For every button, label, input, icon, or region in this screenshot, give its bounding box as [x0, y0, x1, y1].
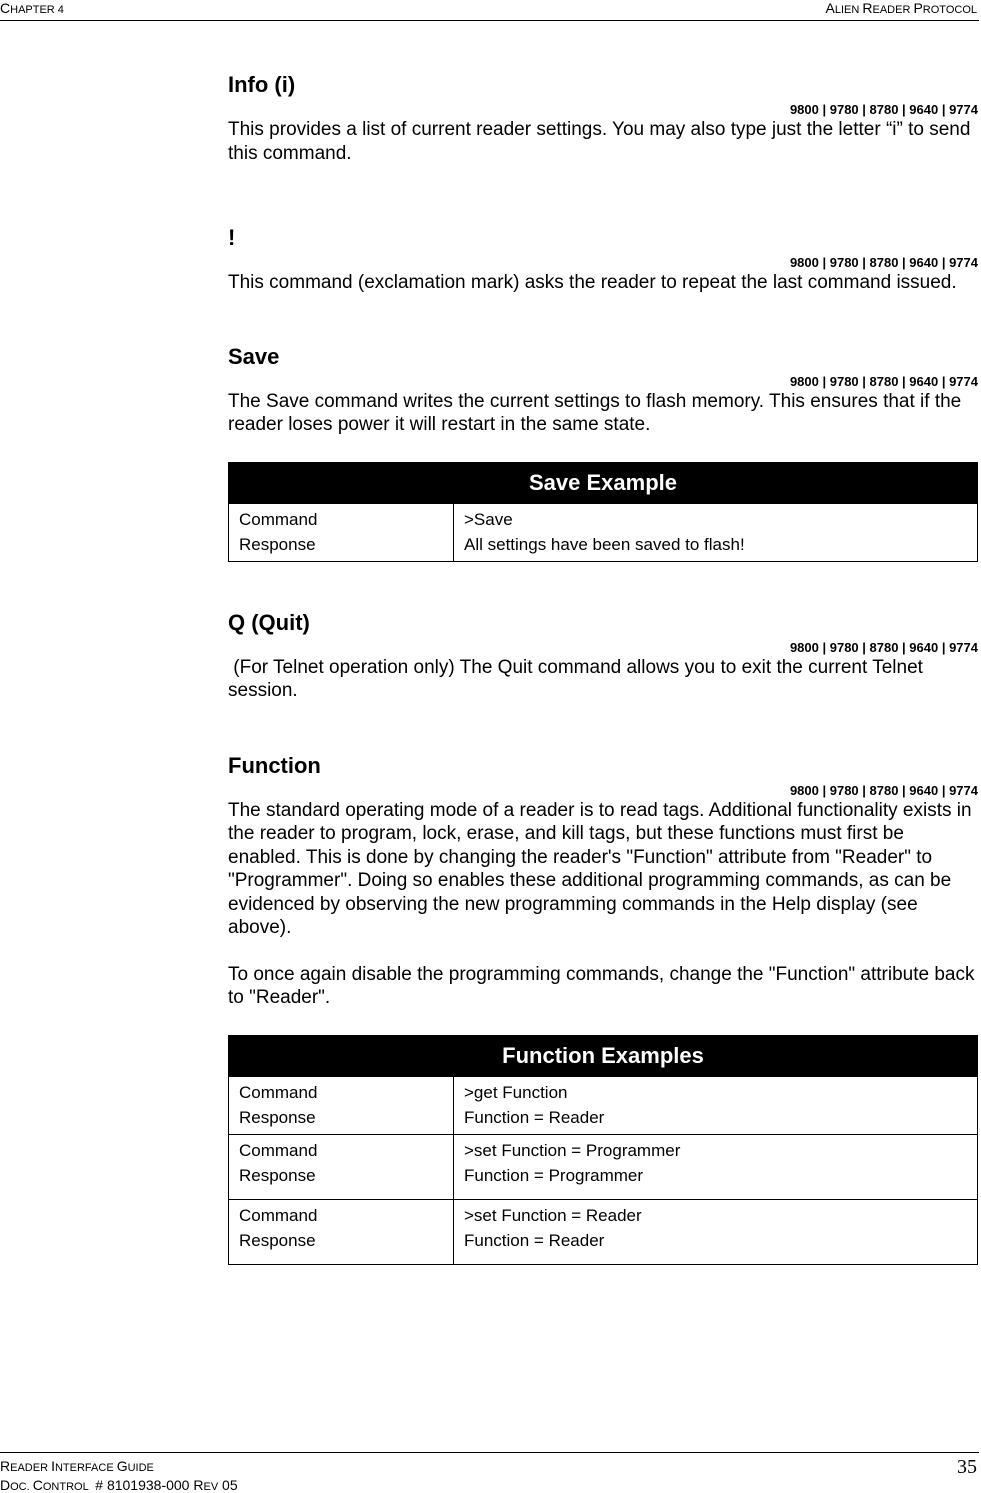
row-command: >set Function = Programmer [464, 1140, 681, 1160]
doc-control: DOC. CONTROL # 8101938-000 REV 05 [0, 1477, 238, 1493]
row-label-command: Command [239, 509, 318, 529]
section-text-repeat: This command (exclamation mark) asks the reader to repeat the last command issued. [228, 272, 957, 293]
table-row [229, 1199, 978, 1264]
guide-title: READER INTERFACE GUIDE [0, 1458, 154, 1474]
row-label-response: Response [239, 534, 316, 554]
section-title-quit: Q (Quit) [228, 609, 310, 635]
function-examples-title: Function Examples [229, 1035, 978, 1076]
page-content [228, 72, 978, 1265]
section-title-repeat: ! [228, 225, 236, 250]
section-text-save: The Save command writes the current settings to flash memory. This ensures that if the reader loses power it will restart in the same state. [228, 390, 962, 435]
table-row [229, 1134, 978, 1199]
chapter-label: CHAPTER 4 [0, 0, 64, 16]
row-command: >get Function [464, 1082, 568, 1102]
table-row [229, 503, 978, 561]
row-response: Function = Reader [464, 1230, 605, 1250]
supported-models: 9800 | 9780 | 8780 | 9640 | 9774 [789, 782, 978, 798]
row-response: Function = Programmer [464, 1165, 644, 1185]
row-label-command: Command [239, 1140, 318, 1160]
supported-models: 9800 | 9780 | 8780 | 9640 | 9774 [789, 639, 978, 655]
supported-models: 9800 | 9780 | 8780 | 9640 | 9774 [789, 255, 978, 270]
row-response: All settings have been saved to flash! [464, 534, 745, 554]
row-label-response: Response [239, 1107, 316, 1127]
function-examples-table [228, 1035, 978, 1265]
table-row [229, 1076, 978, 1134]
row-command: >Save [464, 509, 513, 529]
save-example-title: Save Example [229, 462, 978, 503]
row-label-command: Command [239, 1082, 318, 1102]
page-number: 35 [957, 1456, 977, 1478]
section-title-function: Function [228, 752, 321, 778]
row-label-response: Response [239, 1165, 316, 1185]
row-label-response: Response [239, 1230, 316, 1250]
section-title-save: Save [228, 343, 280, 369]
page-header [0, 0, 979, 21]
row-response: Function = Reader [464, 1107, 605, 1127]
row-label-command: Command [239, 1205, 318, 1225]
save-example-table [228, 462, 978, 562]
protocol-label: ALIEN READER PROTOCOL [825, 0, 977, 16]
row-command: >set Function = Reader [464, 1205, 642, 1225]
supported-models: 9800 | 9780 | 8780 | 9640 | 9774 [789, 373, 978, 389]
section-text-quit: (For Telnet operation only) The Quit command allows you to exit the current Telnet session. [228, 656, 929, 701]
section-text-info: This provides a list of current reader settings. You may also type just the letter “i” to send this command. [228, 119, 971, 164]
section-title-info: Info (i) [228, 72, 296, 97]
section-text-function-disable: To once again disable the programming commands, change the "Function" attribute back to "Reader". [228, 963, 975, 1008]
section-text-function: The standard operating mode of a reader is to read tags. Additional functionality exists in the reader to program, lock, erase, and kill tags, but these functions must first be enabled. This is done by changing the reader's "Function" attribute from "Reader" to "Programmer". Doing so enables these additional programming commands, as can be evidenced by observing the new programming commands in the Help display (see above). [228, 799, 972, 938]
page-footer [0, 1452, 979, 1493]
supported-models: 9800 | 9780 | 8780 | 9640 | 9774 [789, 102, 978, 117]
